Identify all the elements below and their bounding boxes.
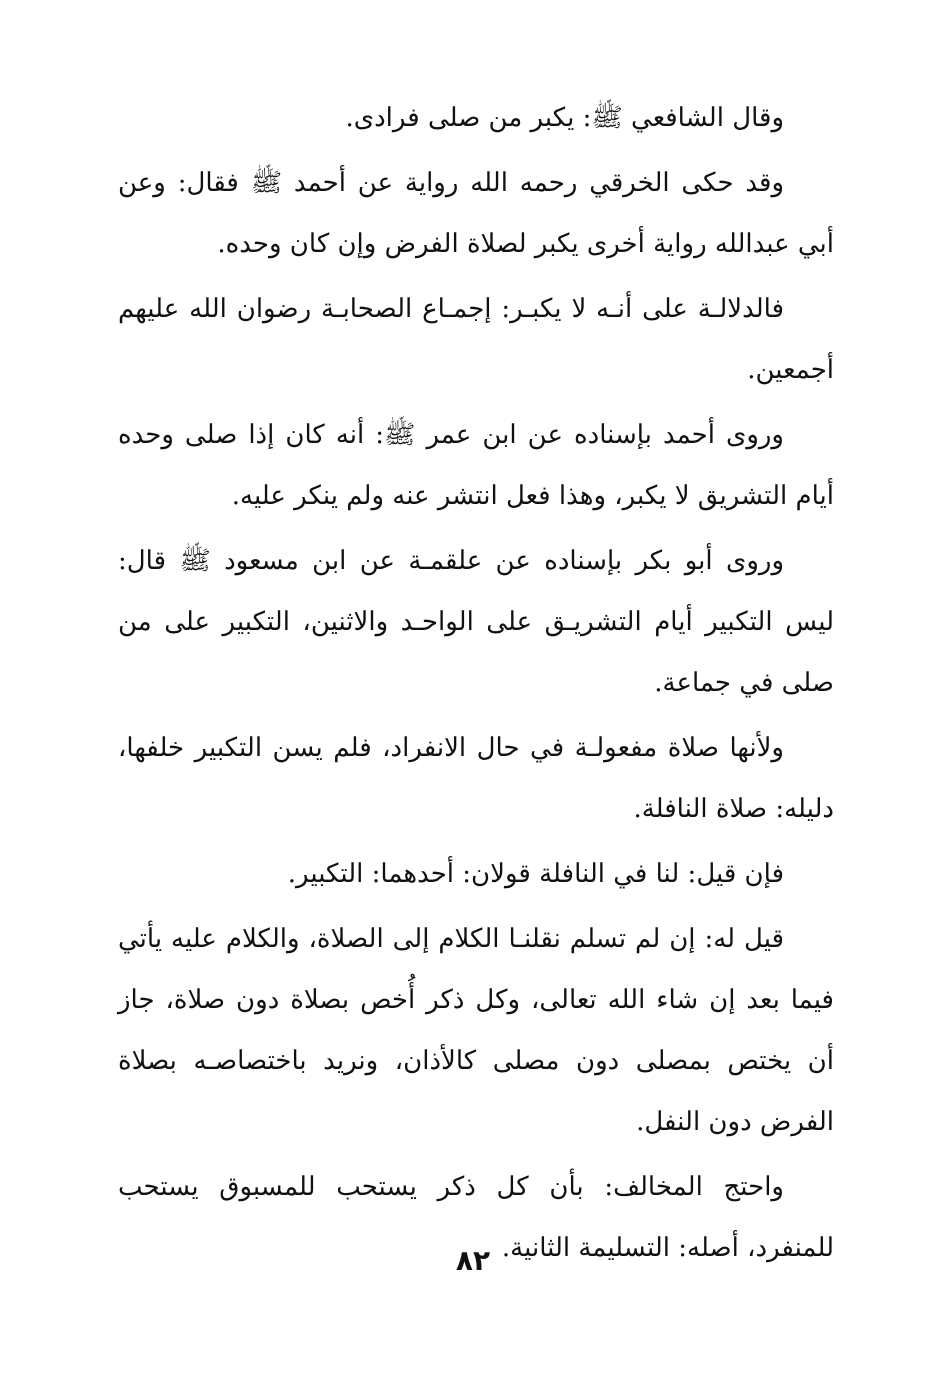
paragraph-2: وقد حكى الخرقي رحمه الله رواية عن أحمد ﷺ فقال: وعن أبي عبدالله رواية أخرى يكبر لصلاة الفرض وإن كان وحده.: [118, 168, 834, 259]
paragraph-3: فالدلالـة على أنـه لا يكبـر: إجمـاع الصحابـة رضوان الله عليهم أجمعين.: [118, 294, 834, 385]
paragraph-6: ولأنها صلاة مفعولـة في حال الانفراد، فلم يسن التكبير خلفها، دليله: صلاة النافلة.: [118, 733, 834, 824]
paragraph-7: فإن قيل: لنا في النافلة قولان: أحدهما: التكبير.: [287, 859, 784, 889]
body-text: [118, 88, 834, 1283]
paragraph-9: واحتج المخالف: بأن كل ذكر يستحب للمسبوق يستحب للمنفرد، أصله: التسليمة الثانية.: [118, 1172, 834, 1263]
paragraph-1: وقال الشافعي ﷺ: يكبر من صلى فرادى.: [345, 103, 784, 133]
paragraph-5: وروى أبو بكر بإسناده عن علقمـة عن ابن مسعود ﷺ قال: ليس التكبير أيام التشريـق على الواحـد والاثنين، التكبير على من صلى في جماعة.: [118, 546, 834, 698]
paragraph-4: وروى أحمد بإسناده عن ابن عمر ﷺ: أنه كان إذا صلى وحده أيام التشريق لا يكبر، وهذا فعل انتشر عنه ولم ينكر عليه.: [118, 420, 834, 511]
paragraph-8: قيل له: إن لم تسلم نقلنـا الكلام إلى الصلاة، والكلام عليه يأتي فيما بعد إن شاء الله تعالى، وكل ذكر أُخص بصلاة دون صلاة، جاز أن يختص بمصلى دون مصلى كالأذان، ونريد باختصاصـه بصلاة الفرض دون النفل.: [118, 924, 834, 1137]
page-number: ٨٢: [455, 1244, 491, 1277]
